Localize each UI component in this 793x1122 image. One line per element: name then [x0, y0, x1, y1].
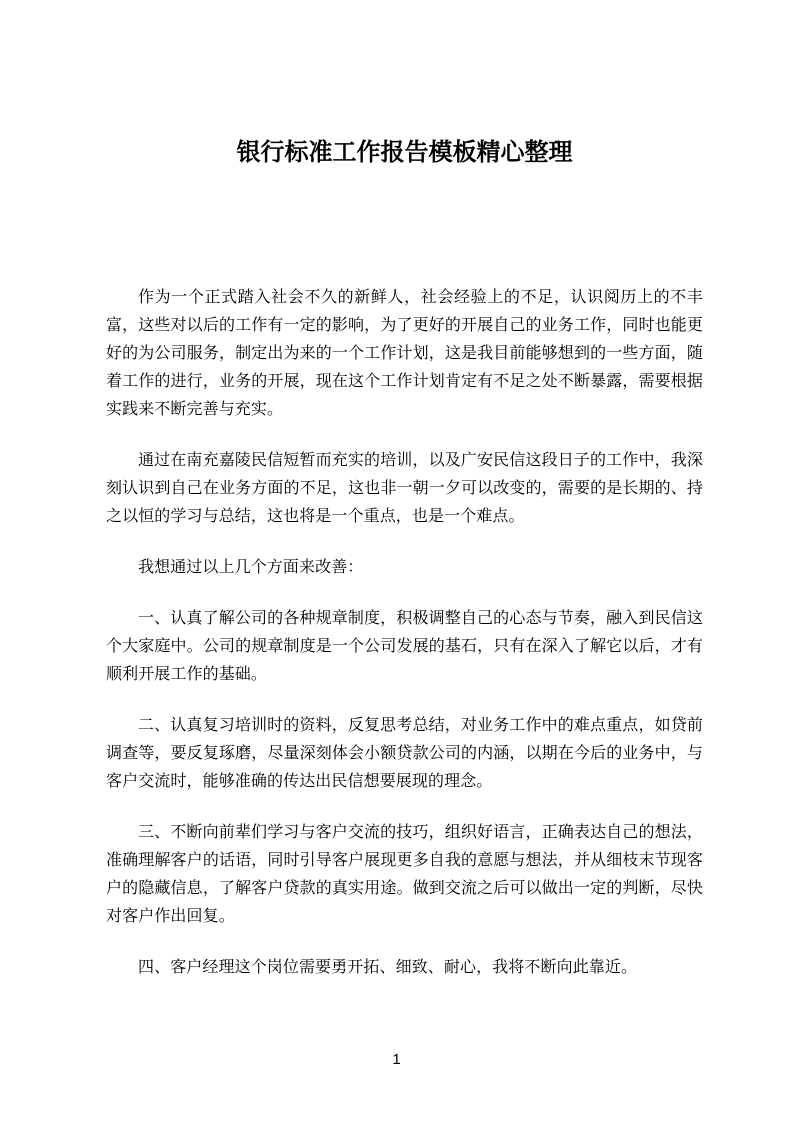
page-number: 1 — [392, 1051, 401, 1068]
document-title: 银行标准工作报告模板精心整理 — [236, 139, 573, 166]
paragraph-item-4: 四、客户经理这个岗位需要勇开拓、细致、耐心，我将不断向此靠近。 — [138, 959, 638, 976]
paragraph-intro: 作为一个正式踏入社会不久的新鲜人，社会经验上的不足，认识阅历上的不丰富，这些对以后的工作有一定的影响，为了更好的开展自己的业务工作，同时也能更好的为公司服务，制定出为来的一个工作计划，这是我目前能够想到的一些方面，随着工作的进行，业务的开展，现在这个工作计划肯定有不足之处不断暴露，需要根据实践来不断完善与充实。 — [106, 289, 703, 418]
paragraph-item-3: 三、不断向前辈们学习与客户交流的技巧，组织好语言，正确表达自己的想法，准确理解客户的话语，同时引导客户展现更多自我的意愿与想法，并从细枝末节现客户的隐藏信息，了解客户贷款的真实用途。做到交流之后可以做出一定的判断，尽快对客户作出回复。 — [106, 824, 703, 925]
paragraph-item-2: 二、认真复习培训时的资料，反复思考总结，对业务工作中的难点重点，如贷前调查等，要反复琢磨，尽量深刻体会小额贷款公司的内涵，以期在今后的业务中，与客户交流时，能够准确的传达出民信想要展现的理念。 — [106, 717, 703, 790]
document-content — [106, 139, 703, 1005]
paragraph-improvement-lead: 我想通过以上几个方面来改善： — [138, 559, 364, 576]
paragraph-training-reflection: 通过在南充嘉陵民信短暂而充实的培训，以及广安民信这段日子的工作中，我深刻认识到自己在业务方面的不足，这也非一朝一夕可以改变的，需要的是长期的、持之以恒的学习与总结，这也将是一个重点，也是一个难点。 — [106, 452, 703, 525]
paragraph-item-1: 一、认真了解公司的各种规章制度，积极调整自己的心态与节奏，融入到民信这个大家庭中。公司的规章制度是一个公司发展的基石，只有在深入了解它以后，才有顺利开展工作的基础。 — [106, 610, 703, 683]
